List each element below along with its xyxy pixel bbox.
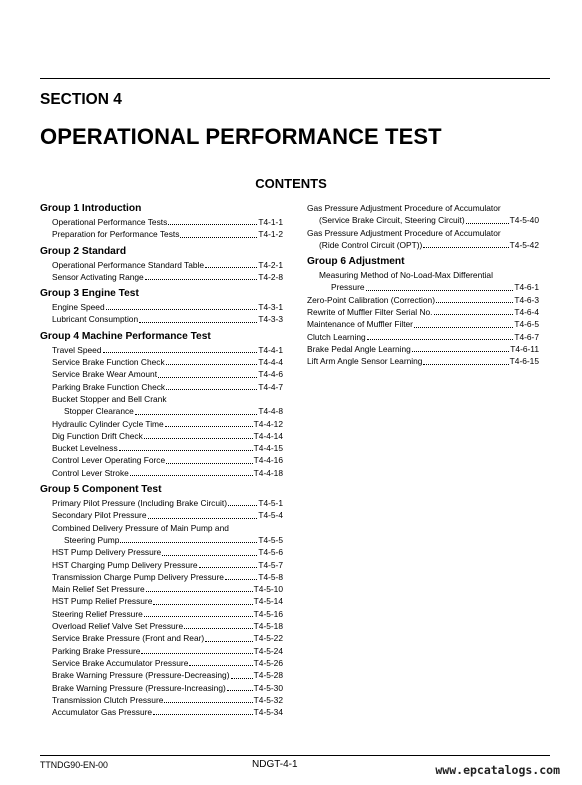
toc-leader-dots [130,475,253,476]
toc-leader-dots [145,279,258,280]
toc-leader-dots [166,463,253,464]
toc-entry-title: Brake Pedal Angle Learning [307,343,411,354]
toc-entry-title: Control Lever Operating Force [52,455,166,466]
toc-entry-title: HST Charging Pump Delivery Pressure [52,559,198,570]
toc-entry[interactable] [307,318,539,330]
toc-entry[interactable] [40,259,283,271]
toc-leader-dots [205,267,257,268]
toc-leader-dots [434,314,514,315]
toc-entry-title: Operational Performance Standard Table [52,259,205,270]
toc-entry-title: Clutch Learning [307,331,366,342]
toc-entry[interactable] [40,583,283,595]
toc-entry[interactable] [40,216,283,228]
toc-entry-title: Lubricant Consumption [52,314,139,325]
toc-leader-dots [158,377,257,378]
toc-leader-dots [103,352,258,353]
toc-entry-title: Secondary Pilot Pressure [52,510,147,521]
toc-leader-dots [367,339,514,340]
toc-entry-page: T4-4-18 [253,467,283,478]
toc-leader-dots [141,653,252,654]
toc-entry-title: Preparation for Performance Tests [52,229,180,240]
toc-entry-page: T4-5-10 [253,584,283,595]
document-code: TTNDG90-EN-00 [40,760,108,770]
toc-entry-title: (Service Brake Circuit, Steering Circuit) [319,215,465,226]
toc-leader-dots [423,247,508,248]
toc-entry-page: T4-4-16 [253,455,283,466]
toc-entry-title: Rewrite of Muffler Filter Serial No. [307,307,433,318]
toc-leader-dots [139,322,257,323]
toc-entry[interactable] [40,608,283,620]
toc-entry-page: T4-6-1 [514,282,539,293]
toc-leader-dots [135,414,257,415]
toc-leader-dots [106,309,258,310]
toc-entry[interactable] [40,620,283,632]
toc-entry-title: Accumulator Gas Pressure [52,707,153,718]
toc-leader-dots [199,567,258,568]
toc-leader-dots [144,438,253,439]
toc-leader-dots [162,555,257,556]
toc-group-heading: Group 1 Introduction [40,203,142,214]
toc-entry-page: T4-5-42 [509,239,539,250]
toc-leader-dots [166,389,257,390]
toc-entry[interactable] [40,405,283,417]
toc-entry-page: T4-5-24 [253,645,283,656]
toc-entry-title: Dig Function Drift Check [52,430,143,441]
toc-leader-dots [205,641,252,642]
toc-leader-dots [153,714,253,715]
toc-entry[interactable] [40,368,283,380]
toc-entry-title: Steering Relief Pressure [52,608,143,619]
toc-leader-dots [423,364,508,365]
toc-entry-page: T4-3-3 [258,314,283,325]
toc-left-column [40,202,283,718]
toc-entry-page: T4-5-34 [253,707,283,718]
toc-entry[interactable] [40,381,283,393]
toc-entry[interactable] [40,271,283,283]
toc-entry-line1: Combined Delivery Pressure of Main Pump and [52,522,229,533]
toc-entry-page: T4-5-32 [253,694,283,705]
toc-entry-page: T4-5-7 [258,559,283,570]
toc-entry-title: HST Pump Relief Pressure [52,596,153,607]
toc-entry-page: T4-6-3 [514,294,539,305]
toc-entry-page: T4-2-1 [258,259,283,270]
toc-entry-page: T4-5-40 [509,215,539,226]
toc-leader-dots [414,327,513,328]
toc-leader-dots [231,678,253,679]
toc-entry-page: T4-5-16 [253,608,283,619]
page-number: NDGT-4-1 [252,759,298,770]
toc-entry-page: T4-5-6 [258,547,283,558]
toc-entry-title: (Ride Control Circuit (OPT)) [319,239,423,250]
toc-entry-page: T4-5-1 [258,498,283,509]
toc-entry-title: Parking Brake Pressure [52,645,141,656]
page-title: OPERATIONAL PERFORMANCE TEST [40,124,442,149]
toc-entry-page: T4-6-7 [514,331,539,342]
toc-entry-title: Main Relief Set Pressure [52,584,145,595]
toc-entry[interactable] [40,571,283,583]
toc-entry-title: Operational Performance Tests [52,217,168,227]
toc-entry-title: Hydraulic Cylinder Cycle Time [52,418,164,429]
toc-entry-title: Service Brake Accumulator Pressure [52,657,189,668]
toc-entry[interactable] [40,356,283,368]
toc-entry-title: Maintenance of Muffler Filter [307,319,413,330]
toc-entry[interactable] [307,331,539,343]
toc-entry-title: Primary Pilot Pressure (Including Brake Circuit) [52,498,227,509]
toc-entry[interactable] [40,344,283,356]
toc-leader-dots [153,604,252,605]
toc-leader-dots [228,505,257,506]
toc-entry-title: Control Lever Stroke [52,467,129,478]
toc-entry[interactable] [307,343,539,355]
toc-entry-page: T4-3-1 [258,302,283,313]
toc-entry-page: T4-5-4 [258,510,283,521]
toc-entry-line1: Gas Pressure Adjustment Procedure of Accumulator [307,203,501,213]
toc-entry[interactable] [40,682,283,694]
toc-entry-page: T4-6-11 [510,343,539,354]
toc-entry[interactable] [307,306,539,318]
toc-entry-title: Steering Pump [64,534,120,545]
toc-entry[interactable] [40,301,283,313]
toc-entry-page: T4-5-28 [253,670,283,681]
toc-entry-page: T4-1-1 [258,217,283,227]
toc-entry[interactable] [40,657,283,669]
toc-leader-dots [466,223,509,224]
toc-entry[interactable] [307,281,539,293]
toc-leader-dots [436,302,513,303]
watermark-url: www.epcatalogs.com [435,763,560,777]
toc-entry[interactable] [307,294,539,306]
toc-entry-page: T4-1-2 [258,229,283,240]
toc-entry[interactable] [40,706,283,718]
toc-entry[interactable] [40,313,283,325]
toc-entry-title: Service Brake Wear Amount [52,369,158,380]
toc-entry[interactable] [40,442,283,454]
toc-entry-title: Transmission Clutch Pressure [52,694,164,705]
toc-entry-line1: Bucket Stopper and Bell Crank [52,393,167,404]
toc-entry[interactable] [40,645,283,657]
toc-entry[interactable] [40,694,283,706]
toc-leader-dots [164,702,252,703]
toc-entry-title: Brake Warning Pressure (Pressure-Increasing) [52,682,226,693]
toc-entry[interactable] [40,228,283,240]
toc-entry[interactable] [40,497,283,509]
toc-entry-title: Engine Speed [52,302,105,313]
toc-entry-title: Service Brake Pressure (Front and Rear) [52,633,205,644]
toc-entry-page: T4-2-8 [258,271,283,282]
toc-entry-page: T4-4-7 [258,381,283,392]
toc-leader-dots [119,450,253,451]
toc-entry-page: T4-5-5 [258,534,283,545]
toc-entry-page: T4-4-8 [258,406,283,417]
toc-group-heading: Group 5 Component Test [40,484,162,496]
toc-group-heading: Group 6 Adjustment [307,256,405,268]
toc-entry-title: Zero-Point Calibration (Correction) [307,294,435,305]
toc-entry-title: Sensor Activating Range [52,271,144,282]
toc-entry[interactable] [40,546,283,558]
toc-entry-title: Pressure [331,282,365,293]
toc-entry-page: T4-4-15 [253,443,283,454]
contents-heading: CONTENTS [255,176,327,191]
toc-leader-dots [168,224,257,225]
toc-entry[interactable] [40,632,283,644]
toc-entry-title: HST Pump Delivery Pressure [52,547,162,558]
toc-entry-page: T4-4-14 [253,430,283,441]
toc-leader-dots [180,237,257,238]
toc-entry[interactable] [40,454,283,466]
toc-entry-title: Lift Arm Angle Sensor Learning [307,356,423,367]
toc-entry[interactable] [40,559,283,571]
toc-right-column [307,202,539,368]
toc-entry[interactable] [307,355,539,367]
toc-leader-dots [165,426,253,427]
toc-leader-dots [120,542,257,543]
toc-entry[interactable] [40,418,283,430]
toc-leader-dots [225,579,257,580]
toc-entry-page: T4-6-4 [514,307,539,318]
toc-entry[interactable] [40,509,283,521]
toc-leader-dots [148,518,258,519]
toc-entry[interactable] [40,534,283,546]
toc-leader-dots [146,591,253,592]
toc-entry-page: T4-6-15 [509,356,539,367]
toc-entry-page: T4-4-6 [258,369,283,380]
toc-group-heading: Group 2 Standard [40,245,127,257]
toc-entry-page: T4-4-12 [253,418,283,429]
toc-leader-dots [412,351,509,352]
toc-leader-dots [227,690,253,691]
toc-entry-page: T4-4-1 [258,344,283,355]
toc-entry[interactable] [40,430,283,442]
toc-entry-page: T4-6-5 [514,319,539,330]
top-rule [40,78,550,79]
toc-entry-page: T4-5-8 [258,571,283,582]
toc-entry-line1: Gas Pressure Adjustment Procedure of Accumulator [307,227,501,238]
toc-entry-page: T4-5-30 [253,682,283,693]
toc-group-heading: Group 4 Machine Performance Test [40,330,211,342]
toc-leader-dots [366,290,514,291]
toc-entry-page: T4-5-26 [253,657,283,668]
footer-rule [40,755,550,756]
toc-entry[interactable] [40,595,283,607]
toc-entry-title: Parking Brake Function Check [52,381,166,392]
toc-entry[interactable] [307,239,539,251]
toc-entry-title: Service Brake Function Check [52,357,165,368]
toc-entry[interactable] [307,214,539,226]
toc-entry[interactable] [40,467,283,479]
section-number: SECTION 4 [40,91,122,108]
toc-entry-title: Brake Warning Pressure (Pressure-Decreasing) [52,670,230,681]
toc-entry-page: T4-4-4 [258,357,283,368]
toc-leader-dots [184,628,253,629]
toc-entry[interactable] [40,669,283,681]
toc-entry-title: Stopper Clearance [64,406,134,417]
toc-leader-dots [189,665,252,666]
toc-entry-title: Bucket Levelness [52,443,118,454]
toc-entry-title: Travel Speed [52,344,102,355]
toc-entry-title: Overload Relief Valve Set Pressure [52,621,184,632]
toc-leader-dots [144,616,253,617]
toc-entry-title: Transmission Charge Pump Delivery Pressure [52,571,224,582]
toc-entry-line1: Measuring Method of No-Load-Max Differential [319,270,493,281]
toc-entry-page: T4-5-22 [253,633,283,644]
toc-leader-dots [166,364,258,365]
toc-entry-page: T4-5-14 [253,596,283,607]
toc-entry-page: T4-5-18 [253,621,283,632]
toc-group-heading: Group 3 Engine Test [40,288,139,300]
